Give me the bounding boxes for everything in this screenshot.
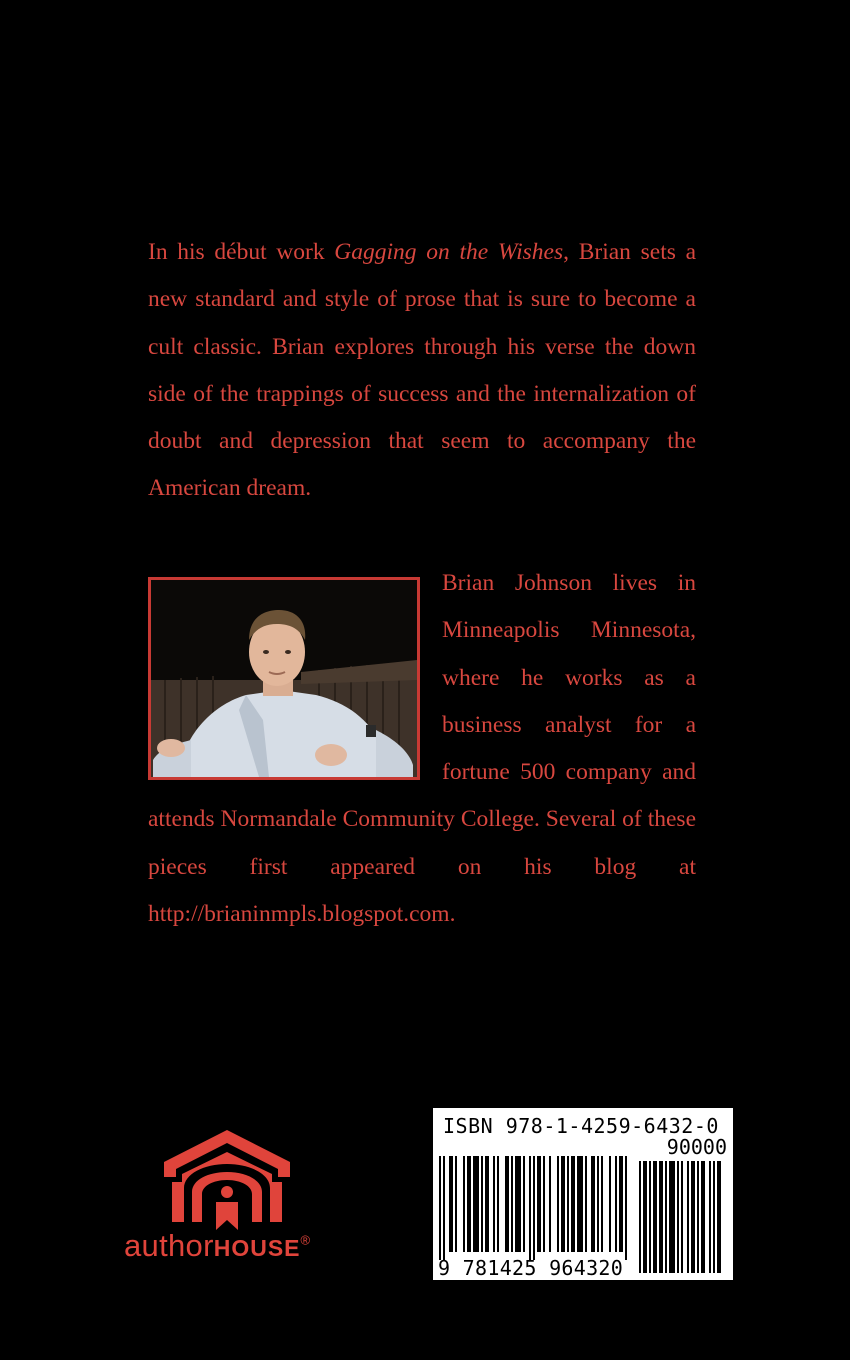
barcode-bar bbox=[615, 1156, 617, 1252]
barcode-bar bbox=[505, 1156, 509, 1252]
barcode-bar bbox=[625, 1156, 627, 1260]
isbn-barcode bbox=[433, 1108, 733, 1280]
barcode-bar bbox=[571, 1156, 575, 1252]
barcode-bar bbox=[669, 1161, 675, 1273]
barcode-bar bbox=[467, 1156, 471, 1252]
barcode-bar bbox=[557, 1156, 559, 1252]
addon-barcode-bars bbox=[639, 1161, 727, 1281]
registered-mark: ® bbox=[300, 1232, 311, 1248]
blurb-lead: In his début work bbox=[148, 239, 335, 265]
barcode-bar bbox=[455, 1156, 457, 1252]
back-cover-blurb bbox=[148, 229, 696, 513]
barcode-bar bbox=[677, 1161, 679, 1273]
price-code: 90000 bbox=[666, 1135, 727, 1159]
barcode-bar bbox=[549, 1156, 551, 1252]
barcode-bar bbox=[543, 1156, 545, 1252]
barcode-bar bbox=[639, 1161, 641, 1273]
barcode-bar bbox=[533, 1156, 535, 1260]
barcode-bar bbox=[701, 1161, 705, 1273]
barcode-bar bbox=[709, 1161, 711, 1273]
barcode-bar bbox=[523, 1156, 525, 1252]
barcode-bar bbox=[481, 1156, 483, 1252]
barcode-bar bbox=[537, 1156, 541, 1252]
barcode-bar bbox=[619, 1156, 623, 1252]
barcode-bar bbox=[665, 1161, 667, 1273]
barcode-bar bbox=[591, 1156, 595, 1252]
barcode-bar bbox=[691, 1161, 695, 1273]
publisher-word-caps: HOUSE bbox=[213, 1235, 301, 1261]
barcode-bar bbox=[697, 1161, 699, 1273]
barcode-bar bbox=[643, 1161, 647, 1273]
author-photo-image bbox=[151, 580, 417, 777]
barcode-bar bbox=[439, 1156, 441, 1260]
bio-text: Brian Johnson lives in Minneapolis Minnesota, where he works as a business analyst for a fortune 500 company and attends Normandale Community College. Several of these pieces first appeared on his blog at http://brianinmpls.blogspot.com. bbox=[148, 570, 696, 928]
ean-barcode-bars bbox=[439, 1156, 634, 1268]
barcode-bar bbox=[687, 1161, 689, 1273]
authorhouse-logo bbox=[124, 1122, 344, 1272]
barcode-bar bbox=[511, 1156, 513, 1252]
book-title: Gagging on the Wishes bbox=[334, 239, 564, 265]
barcode-bar bbox=[713, 1161, 715, 1273]
barcode-bar bbox=[473, 1156, 479, 1252]
isbn-number: ISBN 978-1-4259-6432-0 bbox=[443, 1114, 719, 1138]
barcode-bar bbox=[681, 1161, 683, 1273]
barcode-bar bbox=[597, 1156, 599, 1252]
house-logo-icon bbox=[124, 1122, 344, 1232]
barcode-bar bbox=[449, 1156, 453, 1252]
barcode-bar bbox=[497, 1156, 499, 1252]
barcode-bar bbox=[443, 1156, 445, 1260]
barcode-bar bbox=[515, 1156, 521, 1252]
barcode-bar bbox=[717, 1161, 721, 1273]
author-bio bbox=[148, 560, 696, 938]
publisher-wordmark bbox=[124, 1228, 344, 1264]
barcode-bar bbox=[609, 1156, 611, 1252]
barcode-bar bbox=[567, 1156, 569, 1252]
barcode-bar bbox=[653, 1161, 657, 1273]
barcode-bar bbox=[601, 1156, 603, 1252]
barcode-bar bbox=[585, 1156, 587, 1252]
ean-digits: 9 781425 964320 bbox=[438, 1256, 624, 1280]
barcode-bar bbox=[649, 1161, 651, 1273]
blurb-body: , Brian sets a new standard and style of prose that is sure to become a cult classic. Brian explores through his verse the down side of the trappings of success and the internalization of doubt and depression that seem to accompany the American dream. bbox=[148, 239, 696, 502]
publisher-word-lower: author bbox=[124, 1228, 214, 1263]
author-photo bbox=[148, 577, 420, 780]
barcode-bar bbox=[485, 1156, 489, 1252]
barcode-bar bbox=[493, 1156, 495, 1252]
barcode-bar bbox=[577, 1156, 583, 1252]
barcode-bar bbox=[529, 1156, 531, 1260]
barcode-bar bbox=[463, 1156, 465, 1252]
barcode-bar bbox=[659, 1161, 663, 1273]
barcode-bar bbox=[561, 1156, 565, 1252]
